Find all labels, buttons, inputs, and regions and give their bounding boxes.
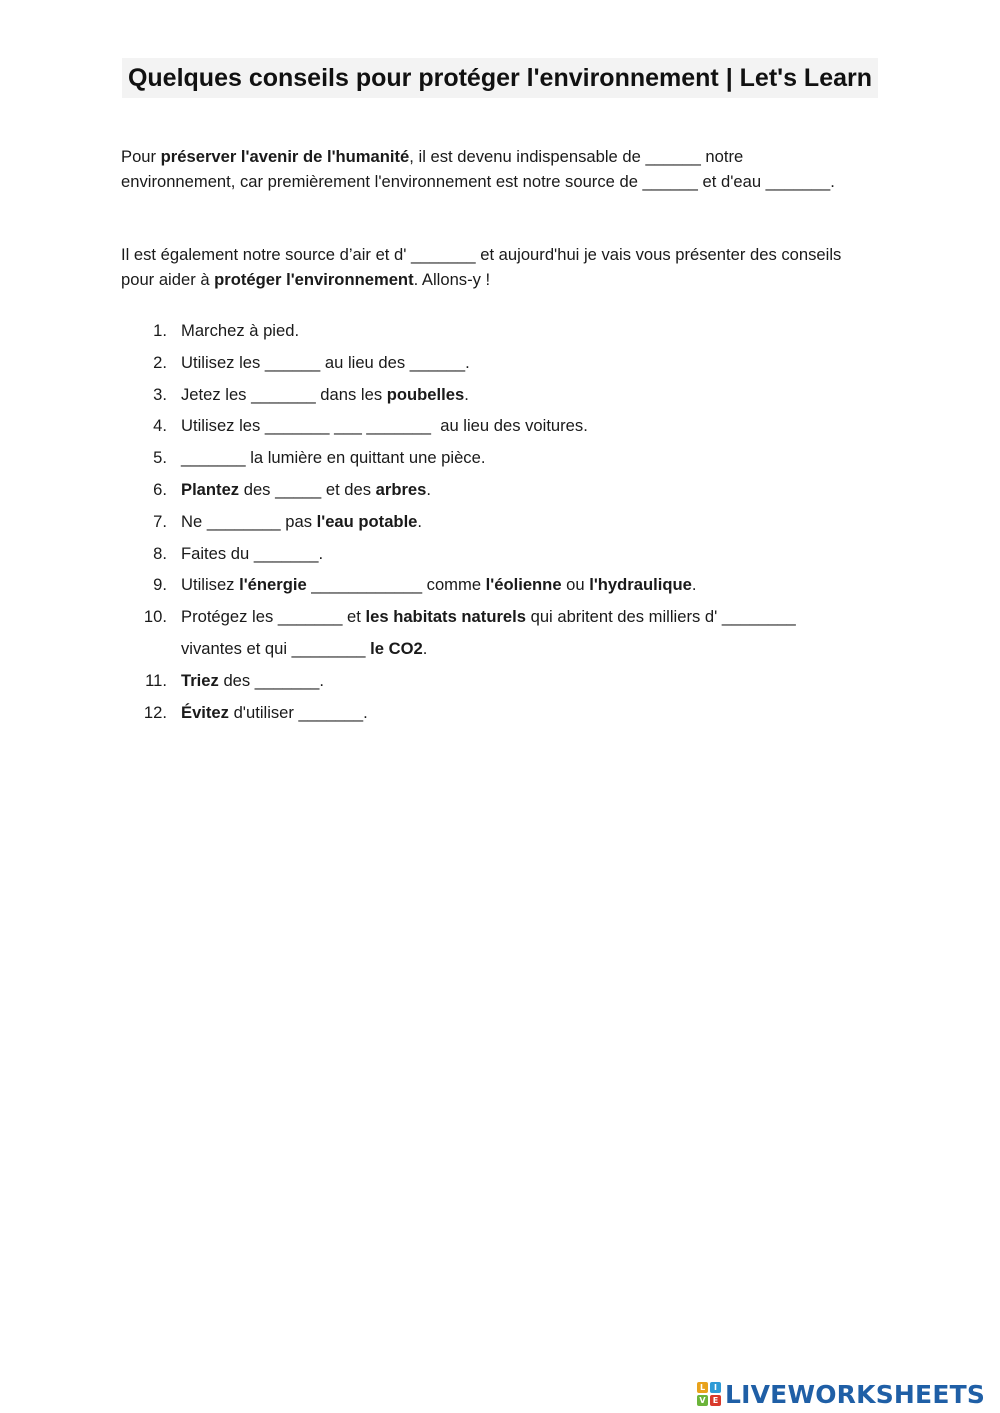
logo-letter-l: L [697, 1382, 708, 1393]
page-title: Quelques conseils pour protéger l'environnement | Let's Learn [122, 58, 878, 98]
list-item: 5. _______ la lumière en quittant une pièce. [153, 448, 486, 468]
intro-paragraph-2 [121, 243, 861, 292]
intro-text: Il est également notre source d’air et d' _______ et aujourd'hui je vais vous présenter des conseils pour aider à [121, 245, 842, 289]
list-item: 6. Plantez des _____ et des arbres. [153, 479, 432, 499]
list-item: 7. Ne ________ pas l'eau potable. [153, 511, 423, 531]
tips-list [121, 315, 881, 728]
logo-letter-e: E [710, 1395, 721, 1406]
list-item: 2. Utilisez les ______ au lieu des ______. [153, 352, 470, 372]
list-item: 10. Protégez les _______ et les habitats naturels qui abritent des milliers d' ________ vivantes et qui ________ le CO2. [143, 607, 796, 658]
intro-text: . Allons-y ! [413, 269, 491, 289]
logo-text: LIVEWORKSHEETS [725, 1379, 986, 1409]
list-item: 11. Triez des _______. [145, 670, 325, 690]
liveworksheets-logo [697, 1378, 985, 1410]
list-item: 8. Faites du _______. [153, 543, 324, 563]
logo-icon [697, 1382, 721, 1406]
list-item: 4. Utilisez les _______ ___ _______ au lieu des voitures. [153, 416, 588, 436]
intro-bold: préserver l'avenir de l'humanité [160, 147, 410, 166]
logo-letter-v: V [697, 1395, 708, 1406]
intro-paragraph-1 [121, 145, 861, 194]
logo-letter-i: I [710, 1382, 721, 1393]
intro-bold: protéger l'environnement [214, 269, 414, 289]
list-item: 3. Jetez les _______ dans les poubelles. [153, 384, 469, 404]
list-item: 9. Utilisez l'énergie ____________ comme l'éolienne ou l'hydraulique. [153, 575, 697, 595]
intro-text: Pour [121, 147, 161, 166]
intro-text: , il est devenu indispensable de ______ notre environnement, car premièrement l'environnement est notre source de ______ et d'eau _______. [121, 147, 835, 191]
list-item: 12. Évitez d'utiliser _______. [143, 702, 368, 722]
list-item: 1. Marchez à pied. [153, 321, 300, 340]
